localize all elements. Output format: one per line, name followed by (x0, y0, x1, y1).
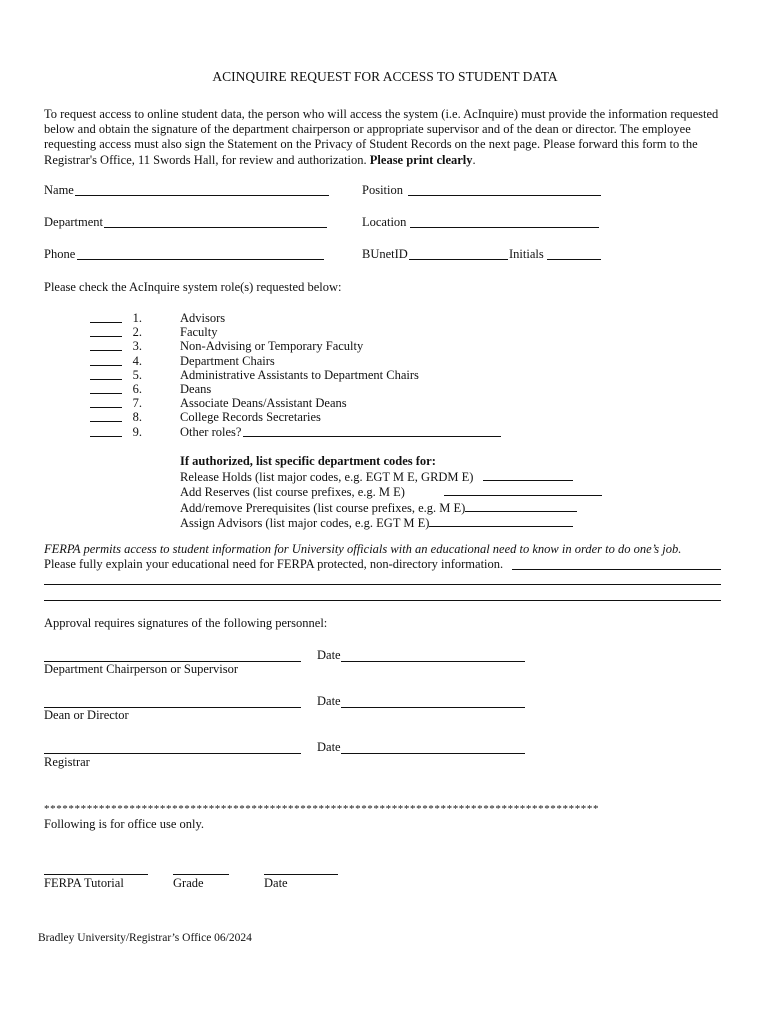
role-check-blank[interactable] (90, 436, 122, 437)
department-field[interactable] (104, 227, 327, 228)
ferpa-explain-line-1[interactable] (512, 569, 721, 570)
office-date-field[interactable] (264, 874, 338, 875)
other-roles-field[interactable] (243, 425, 501, 437)
name-label: Name (44, 183, 74, 197)
office-use-note: Following is for office use only. (44, 817, 205, 831)
location-label: Location (362, 215, 407, 229)
chair-date-label: Date (317, 648, 341, 662)
role-check-blank[interactable] (90, 407, 122, 408)
add-reserves-field[interactable] (444, 484, 602, 496)
office-date-label: Date (264, 876, 288, 890)
location-field[interactable] (410, 227, 599, 228)
page-title: ACINQUIRE REQUEST FOR ACCESS TO STUDENT DATA (212, 69, 558, 84)
form-page: ACINQUIRE REQUEST FOR ACCESS TO STUDENT DATA To request access to online student data, the person who will access the system (i.e. AcInquire) must provide the information requested below and obtain the signature of the department chairperson or appropriate supervisor and of the dean or director. The employee requesting access must also sign the Statement on the Privacy of Student Records on the next page. Please forward this form to the Registrar's Office, 11 Swords Hall, for review and authorization. Please print clearly. Name Position Department Location Phone BUnetID Initials Please check the AcInquire system role(s) requested below: 1. Advisors 2. Faculty 3. Non-Advising or Temporary Faculty 4. Department Chairs 5. Administrative Assistants to Department Chairs 6. Deans 7. Associate Deans/Assistant Deans 8. College Records Secretaries 9. Other roles? If authorized, list specific department codes for: Release Holds (list major codes, e.g. EGT M E, GRDM E) Add Reserves (list course prefixes, e.g. M E) Add/remove Prerequisites (list course prefixes, e.g. M E) Assign Advisors (list major codes, e.g. EGT M E) FERPA permits access to student information for University officials with an educational need to know in order to do one’s job. Please fully explain your educational need for FERPA protected, non-directory information. Approval requires signatures of the following personnel: Date Department Chairperson or Supervisor Date Dean or Director Date Registrar ******************************************************************************************* Following is for office use only. FERPA Tutorial Grade Date Bradley University/Registrar’s Office 06/2024 (0, 0, 770, 1024)
intro-emphasis: Please print clearly (369, 152, 473, 167)
dept-codes-block (180, 454, 602, 531)
position-field[interactable] (408, 195, 601, 196)
position-label: Position (362, 183, 403, 197)
registrar-signature-label: Registrar (44, 755, 90, 769)
ferpa-statement: FERPA permits access to student information for University officials with an educational need to know in order to do one’s job. (44, 542, 682, 556)
roles-prompt: Please check the AcInquire system role(s) requested below: (44, 280, 342, 294)
registrar-signature-field[interactable] (44, 753, 301, 754)
registrar-date-field[interactable] (341, 753, 525, 754)
intro-end: . (472, 152, 476, 167)
ferpa-tutorial-label: FERPA Tutorial (44, 876, 124, 890)
role-check-blank[interactable] (90, 379, 122, 380)
role-check-blank[interactable] (90, 365, 122, 366)
ferpa-tutorial-field[interactable] (44, 874, 148, 875)
role-check-blank[interactable] (90, 421, 122, 422)
list-item: Add/remove Prerequisites (list course prefixes, e.g. M E) (180, 500, 602, 516)
dean-date-label: Date (317, 694, 341, 708)
grade-field[interactable] (173, 874, 229, 875)
dept-codes-heading: If authorized, list specific department codes for: (180, 454, 436, 468)
role-check-blank[interactable] (90, 350, 122, 351)
phone-label: Phone (44, 247, 76, 261)
registrar-date-label: Date (317, 740, 341, 754)
bunetid-field[interactable] (409, 259, 508, 260)
phone-field[interactable] (77, 259, 324, 260)
ferpa-explain-line-2[interactable] (44, 584, 721, 585)
list-item: Add Reserves (list course prefixes, e.g. M E) (180, 484, 602, 500)
prerequisites-field[interactable] (465, 500, 577, 512)
ferpa-explain-prompt: Please fully explain your educational need for FERPA protected, non-directory information. (44, 557, 504, 571)
approval-prompt: Approval requires signatures of the following personnel: (44, 616, 328, 630)
chair-signature-label: Department Chairperson or Supervisor (44, 662, 239, 676)
assign-advisors-field[interactable] (429, 515, 573, 527)
dean-signature-label: Dean or Director (44, 708, 129, 722)
intro-paragraph (44, 107, 734, 168)
list-item: Release Holds (list major codes, e.g. EGT M E, GRDM E) (180, 469, 602, 485)
bunetid-label: BUnetID (362, 247, 408, 261)
initials-label: Initials (509, 247, 544, 261)
initials-field[interactable] (547, 259, 601, 260)
role-check-blank[interactable] (90, 336, 122, 337)
chair-date-field[interactable] (341, 661, 525, 662)
intro-text: To request access to online student data, the person who will access the system (i.e. AcInquire) must provide the information requested below and obtain the signature of the department chairperson or appropriate supervisor and of the dean or director. The employee requesting access must also sign the Statement on the Privacy of Student Records on the next page. Please forward this form to the Registrar's Office, 11 Swords Hall, for review and authorization. (44, 107, 719, 167)
dean-date-field[interactable] (341, 707, 525, 708)
divider-stars: ******************************************************************************************* (44, 803, 600, 815)
grade-label: Grade (173, 876, 204, 890)
list-item: Assign Advisors (list major codes, e.g. EGT M E) (180, 515, 602, 531)
footer-text: Bradley University/Registrar’s Office 06/2024 (38, 932, 252, 944)
name-field[interactable] (75, 195, 329, 196)
release-holds-field[interactable] (483, 469, 573, 481)
role-check-blank[interactable] (90, 322, 122, 323)
role-check-blank[interactable] (90, 393, 122, 394)
department-label: Department (44, 215, 104, 229)
ferpa-explain-line-3[interactable] (44, 600, 721, 601)
